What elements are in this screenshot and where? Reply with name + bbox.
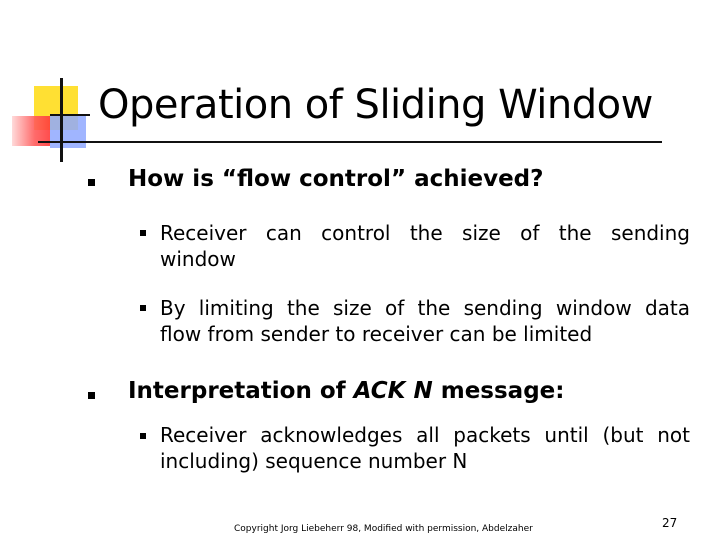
title-underline [38,141,662,143]
sub-bullet-1-2 [160,295,690,347]
slide-logo-decoration [0,0,100,170]
sub-bullet-2-1-line1: Receiver acknowledges all packets until (but not [160,423,690,447]
bullet-2-text-after: message: [432,378,565,404]
bullet-2-text-italic: ACK N [353,378,433,404]
sub-bullet-marker [140,305,146,311]
bullet-2-text [128,378,564,404]
vertical-line-decoration [60,78,63,162]
sub-bullet-marker [140,433,146,439]
slide-title: Operation of Sliding Window [98,82,653,128]
sub-bullet-marker [140,230,146,236]
sub-bullet-1-1-line1: Receiver can control the size of the sending [160,221,690,245]
sub-bullet-1-1-line2: window [160,247,236,271]
sub-bullet-2-1-line2: including) sequence number N [160,449,468,473]
bullet-2-text-before: Interpretation of [128,378,354,404]
sub-bullet-1-1 [160,220,690,272]
horizontal-line-decoration [50,114,90,116]
bullet-marker [88,392,95,399]
bullet-1-text: How is “flow control” achieved? [128,166,544,192]
bullet-marker [88,179,95,186]
page-number: 27 [662,516,678,530]
sub-bullet-2-1 [160,422,690,474]
sub-bullet-1-2-line1: By limiting the size of the sending window data [160,296,690,320]
sub-bullet-1-2-line2: flow from sender to receiver can be limited [160,322,593,346]
footer-copyright: Copyright Jorg Liebeherr 98, Modified with permission, Abdelzaher [234,524,533,534]
